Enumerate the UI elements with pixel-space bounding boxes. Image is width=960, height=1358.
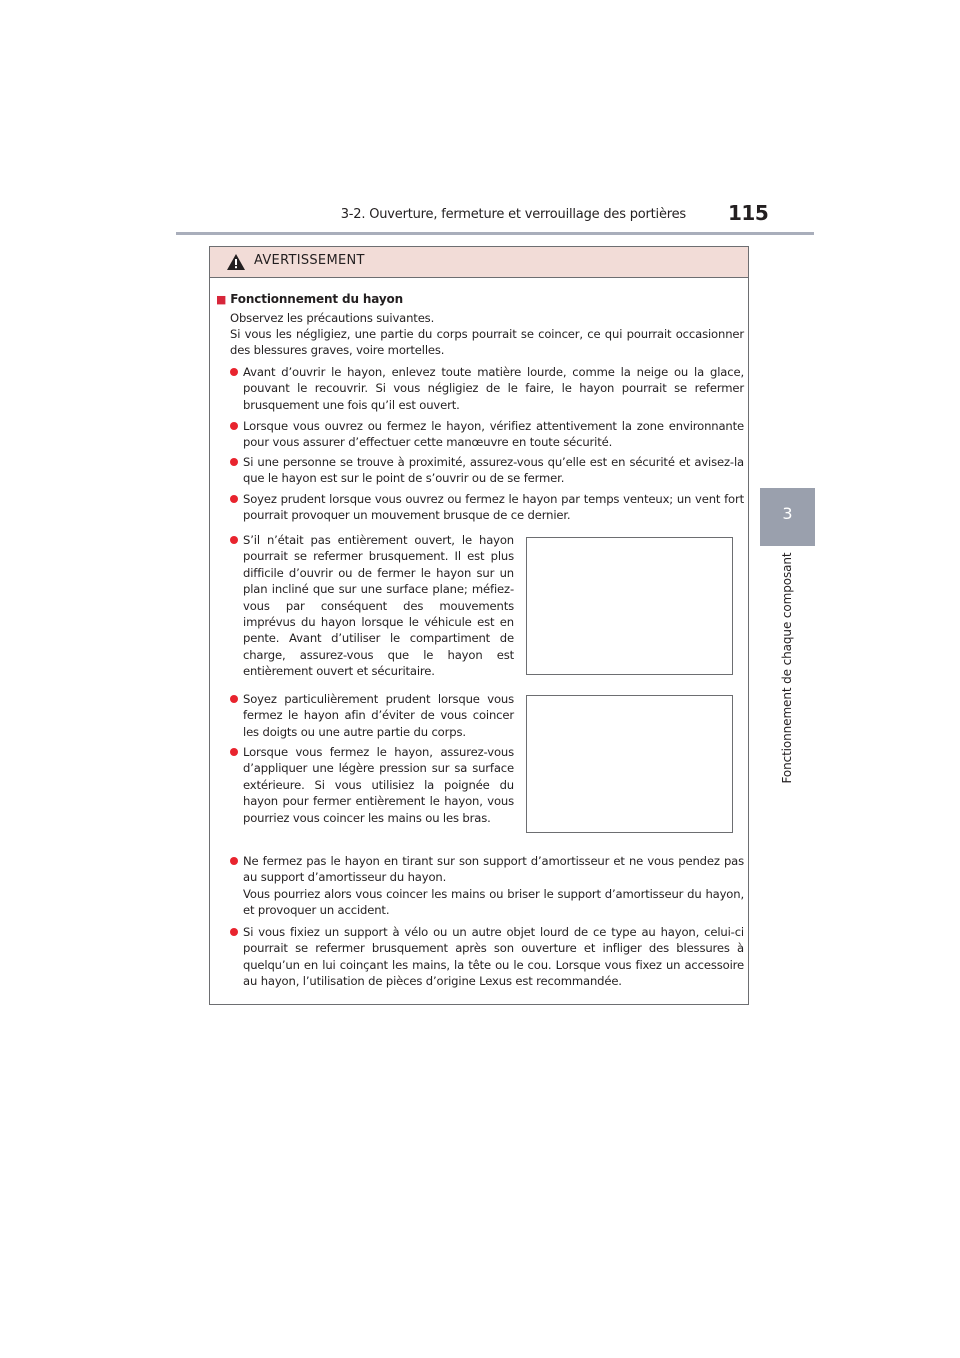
intro-text-2: Si vous les négligiez, une partie du corps pourrait se coincer, ce qui pourrait occasionner des blessures graves, voire mortelles. [230,327,744,358]
list-item [230,454,744,487]
intro-text: Observez les précautions suivantes. [230,311,435,325]
square-bullet-icon: ■ [216,293,227,306]
bullet-dot-icon [230,458,238,466]
illustration-frame [526,537,733,675]
chapter-tab [760,488,815,546]
list-item-text: Soyez particulièrement prudent lorsque vous fermez le hayon afin d’éviter de vous coincer les doigts ou une autre partie du corps. [243,692,514,739]
illustration-frame [526,695,733,833]
list-item [230,491,744,524]
chapter-number: 3 [782,504,793,523]
list-item [230,364,744,413]
bullet-dot-icon [230,422,238,430]
list-item-text: Ne fermez pas le hayon en tirant sur son support d’amortisseur et ne vous pendez pas au support d’amortisseur du hayon. [243,854,744,885]
bullet-dot-icon [230,748,238,756]
list-item [230,532,514,680]
bullet-dot-icon [230,495,238,503]
list-item [230,924,744,990]
list-item [230,744,514,826]
bullet-dot-icon [230,928,238,936]
list-item-text: S’il n’était pas entièrement ouvert, le hayon pourrait se refermer brusquement. Il est plus difficile d’ouvrir ou de fermer le hayon sur un plan incliné que sur une surface plane; méfiez-vous par conséquent des mouvements imprévus du hayon lorsque le véhicule est en pente. Avant d’utiliser le compartiment de charge, assurez-vous que le hayon est entièrement ouvert et sécuritaire. [243,533,514,679]
list-item-text: Si vous fixiez un support à vélo ou un autre objet lourd de ce type au hayon, celui-ci pourrait se refermer brusquement après son ouverture et infliger des blessures à quelqu’un en lui coinçant les mains, la tête ou le cou. Lorsque vous fixez un accessoire au hayon, l’utilisation de pièces d’origine Lexus est recommandée. [243,925,744,989]
warning-header [210,247,748,278]
warning-triangle-icon [226,253,246,271]
chapter-label: Fonctionnement de chaque composant [780,552,794,784]
bullet-dot-icon [230,857,238,865]
header-rule [176,232,814,235]
list-item [230,418,744,451]
warning-title: AVERTISSEMENT [254,253,365,268]
bullet-dot-icon [230,368,238,376]
list-item-text-extra: Vous pourriez alors vous coincer les mains ou briser le support d’amortisseur du hayon, et provoquer un accident. [243,886,744,918]
section-title: 3-2. Ouverture, fermeture et verrouillage des portières [340,207,686,222]
list-item-text: Lorsque vous fermez le hayon, assurez-vous d’appliquer une légère pression sur sa surface extérieure. Si vous utilisiez la poignée du hayon pour fermer entièrement le hayon, vous pourriez vous coincer les mains ou les bras. [243,745,514,825]
list-item-text: Avant d’ouvrir le hayon, enlevez toute matière lourde, comme la neige ou la glace, pouvant le recouvrir. Si vous négligiez de le faire, le hayon pourrait se refermer brusquement une fois qu’il est ouvert. [243,365,744,412]
list-item [230,853,744,919]
section-heading [216,291,403,308]
section-heading-text: Fonctionnement du hayon [230,292,404,306]
list-item-text: Soyez prudent lorsque vous ouvrez ou fermez le hayon par temps venteux; un vent fort pourrait provoquer un mouvement brusque de ce dernier. [243,492,744,523]
list-item [230,691,514,740]
list-item-text: Si une personne se trouve à proximité, assurez-vous qu’elle est en sécurité et avisez-la que le hayon est sur le point de s’ouvrir ou de se fermer. [243,455,744,486]
bullet-dot-icon [230,695,238,703]
warning-box [209,246,749,1005]
page-number: 115 [728,201,769,225]
list-item-text: Lorsque vous ouvrez ou fermez le hayon, vérifiez attentivement la zone environnante pour vous assurer d’effectuer cette manœuvre en toute sécurité. [243,419,744,450]
bullet-dot-icon [230,536,238,544]
